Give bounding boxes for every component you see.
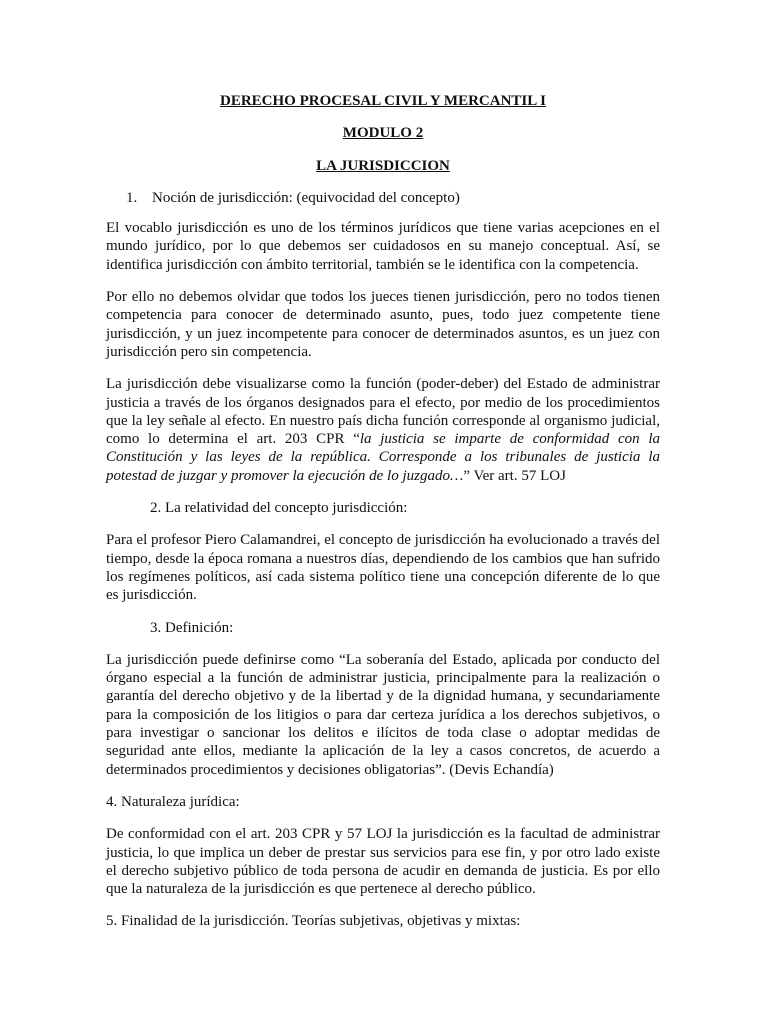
section-1-paragraph-3-end: ” Ver art. 57 LOJ bbox=[463, 467, 566, 484]
section-1-paragraph-2: Por ello no debemos olvidar que todos los jueces tienen jurisdicción, pero no todos tienen competencia para conocer de determinado asunto, pues, todo juez competente tiene jurisdicción, y un juez incompetente para conocer de determinados asuntos, es un juez con jurisdicción pero sin competencia. bbox=[106, 289, 660, 360]
module-title: MODULO 2 bbox=[342, 125, 424, 142]
section-2-heading: 2. La relatividad del concepto jurisdicción: bbox=[150, 500, 408, 517]
section-3-paragraph-1: La jurisdicción puede definirse como “La soberanía del Estado, aplicada por conducto del órgano especial a la función de administrar justicia, principalmente para la realización o garantía del derecho objetivo y de la libertad y de la dignidad humana, y secundariamente para la composición de los litigios o para dar certeza jurídica a los derechos subjetivos, o para investigar o sancionar los delitos e ilícitos de toda clase o adoptar medidas de seguridad ante ellos, mediante la aplicación de la ley a casos concretos, de acuerdo a determinados procedimientos y decisiones obligatorias”. (Devis Echandía) bbox=[106, 651, 660, 778]
document-title: DERECHO PROCESAL CIVIL Y MERCANTIL I bbox=[219, 93, 547, 109]
constitution-quote: la justicia se imparte de conformidad con la Constitución y las leyes de la república. Corresponde a los tribunales de justicia la potestad de juzgar y promover la ejecución de lo juzgado… bbox=[106, 431, 661, 484]
section-4-paragraph-1: De conformidad con el art. 203 CPR y 57 LOJ la jurisdicción es la facultad de administrar justicia, lo que implica un deber de prestar sus servicios para ese fin, y por otro lado existe el derecho subjetivo público de toda persona de acudir en demanda de justicia. Es por ello que la naturaleza de la jurisdicción es que pertenece al derecho público. bbox=[106, 826, 660, 898]
section-1-paragraph-1: El vocablo jurisdicción es uno de los términos jurídicos que tiene varias acepciones en el mundo jurídico, por lo que debemos ser cuidadosos en su manejo conceptual. Así, se identifica jurisdicción con ámbito territorial, también se le identifica con la competencia. bbox=[106, 220, 660, 273]
section-2-paragraph-1: Para el profesor Piero Calamandrei, el concepto de jurisdicción ha evolucionado a través del tiempo, desde la época romana a nuestros días, dependiendo de los cambios que han sufrido los regímenes políticos, así cada sistema político tiene una concepción diferente de lo que es jurisdicción. bbox=[106, 532, 660, 604]
section-3-heading: 3. Definición: bbox=[150, 619, 234, 636]
section-1-heading bbox=[106, 189, 660, 207]
section-4-heading: 4. Naturaleza jurídica: bbox=[106, 793, 240, 810]
section-1-heading-text: Noción de jurisdicción: (equivocidad del concepto) bbox=[152, 189, 460, 206]
section-5-heading: 5. Finalidad de la jurisdicción. Teorías subjetivas, objetivas y mixtas: bbox=[106, 913, 521, 930]
section-1-number: 1. bbox=[126, 189, 138, 206]
section-1-paragraph-3-start: La jurisdicción debe visualizarse como la función (poder-deber) del Estado de administrar justicia a través de los órganos designados para el efecto, por medio de los procedimientos que la ley señale al efecto. En nuestro país dicha función corresponde al organismo judicial, como lo determina el art. 203 CPR “ bbox=[106, 376, 660, 448]
topic-title: LA JURISDICCION bbox=[316, 157, 450, 174]
section-1-paragraph-3 bbox=[106, 375, 660, 485]
document-page bbox=[106, 92, 660, 945]
